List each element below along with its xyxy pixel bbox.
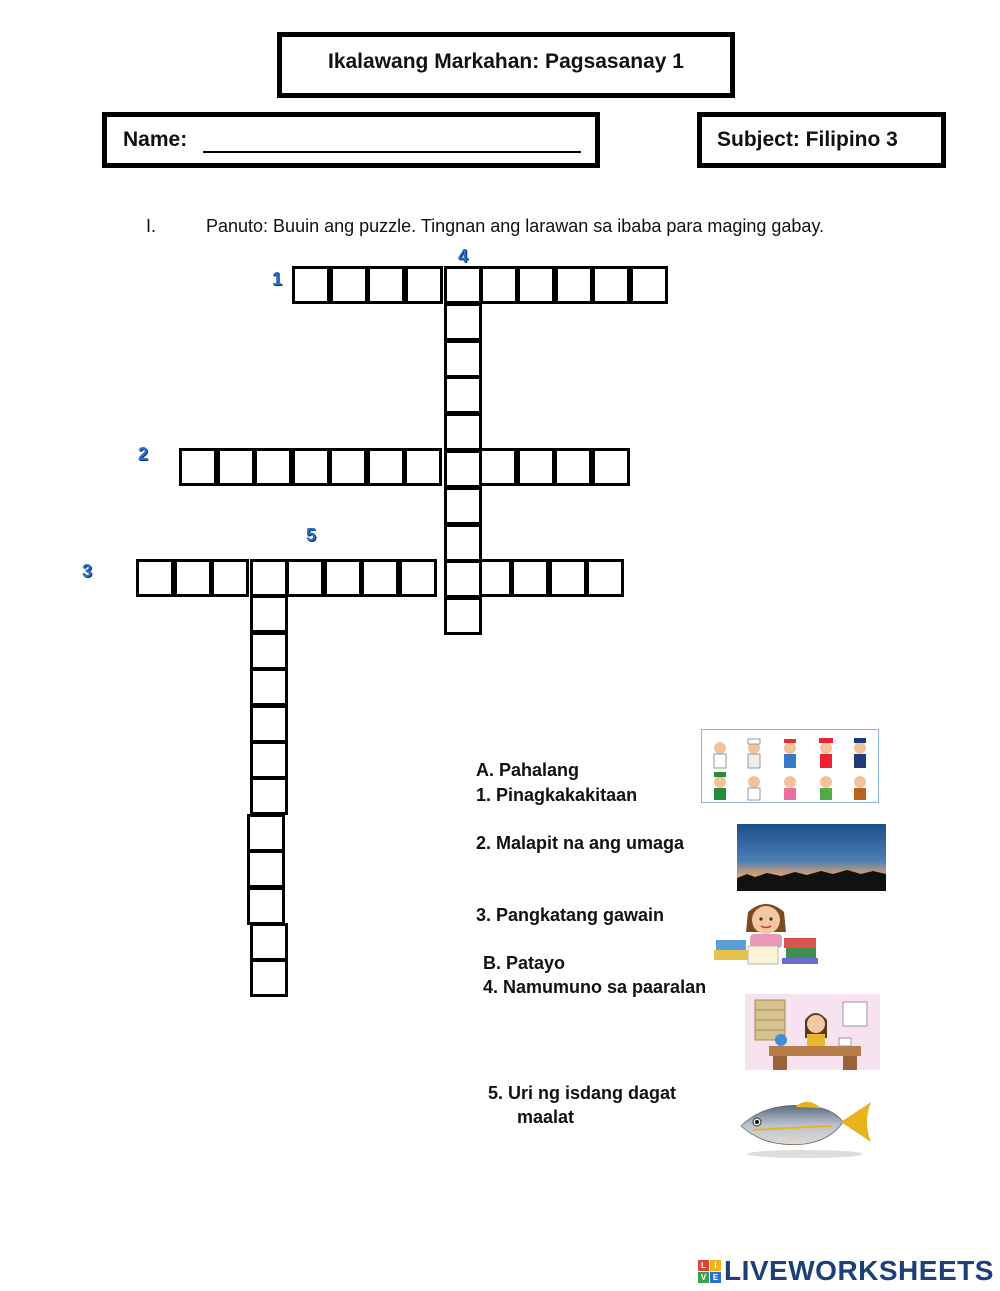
crossword-cell-4-1[interactable] bbox=[444, 266, 482, 304]
subject-label: Subject: Filipino 3 bbox=[717, 128, 898, 151]
crossword-cell-4-5[interactable] bbox=[444, 413, 482, 451]
page-title: Ikalawang Markahan: Pagsasanay 1 bbox=[327, 50, 684, 73]
crossword-cell-3-1[interactable] bbox=[136, 559, 174, 597]
crossword-cell-1-8[interactable] bbox=[555, 266, 593, 304]
crossword-cell-5-8[interactable] bbox=[247, 814, 285, 852]
crossword-cell-4-8[interactable] bbox=[444, 524, 482, 562]
crossword-cell-3-3[interactable] bbox=[211, 559, 249, 597]
crossword-cell-3-5[interactable] bbox=[286, 559, 324, 597]
crossword-cell-2-9[interactable] bbox=[479, 448, 517, 486]
crossword-cell-3-12[interactable] bbox=[549, 559, 587, 597]
crossword-cell-4-10[interactable] bbox=[444, 597, 482, 635]
crossword-cell-2-4[interactable] bbox=[292, 448, 330, 486]
name-label: Name: bbox=[123, 128, 188, 151]
crossword-cell-3-2[interactable] bbox=[174, 559, 212, 597]
crossword-cell-5-12[interactable] bbox=[250, 959, 288, 997]
clue-number-4: 4 bbox=[458, 246, 469, 266]
crossword-cell-5-9[interactable] bbox=[247, 850, 285, 888]
crossword-cell-2-7[interactable] bbox=[404, 448, 442, 486]
crossword-cell-4-7[interactable] bbox=[444, 487, 482, 525]
crossword-cell-4-3[interactable] bbox=[444, 340, 482, 378]
across-heading: A. Pahalang bbox=[476, 760, 580, 780]
clue-number-3: 3 bbox=[82, 561, 93, 581]
crossword-cell-4-9[interactable] bbox=[444, 560, 482, 598]
name-box bbox=[102, 112, 600, 168]
crossword-cell-1-4[interactable] bbox=[405, 266, 443, 304]
crossword-cell-5-7[interactable] bbox=[250, 777, 288, 815]
crossword-cell-5-11[interactable] bbox=[250, 923, 288, 961]
clue-5: 5. Uri ng isdang dagat bbox=[488, 1083, 677, 1103]
crossword-cell-2-3[interactable] bbox=[254, 448, 292, 486]
crossword-cell-5-10[interactable] bbox=[247, 887, 285, 925]
crossword-cell-4-4[interactable] bbox=[444, 376, 482, 414]
crossword-cell-2-11[interactable] bbox=[554, 448, 592, 486]
logo-text: LIVEWORKSHEETS bbox=[724, 1255, 994, 1286]
instruction-number: I. bbox=[146, 216, 157, 236]
crossword-cell-3-13[interactable] bbox=[586, 559, 624, 597]
crossword-cell-5-3[interactable] bbox=[250, 632, 288, 670]
crossword-cell-5-1[interactable] bbox=[250, 559, 288, 597]
down-heading: B. Patayo bbox=[483, 953, 566, 973]
title-box bbox=[277, 32, 735, 98]
crossword-cell-1-7[interactable] bbox=[517, 266, 555, 304]
crossword-cell-5-4[interactable] bbox=[250, 668, 288, 706]
clue-4: 4. Namumuno sa paaralan bbox=[483, 977, 707, 997]
crossword-cell-1-1[interactable] bbox=[292, 266, 330, 304]
crossword-cell-1-10[interactable] bbox=[630, 266, 668, 304]
logo-mark-icon: L I V E bbox=[698, 1260, 721, 1283]
crossword-cell-1-6[interactable] bbox=[480, 266, 518, 304]
crossword-cell-5-6[interactable] bbox=[250, 741, 288, 779]
crossword-cell-2-6[interactable] bbox=[367, 448, 405, 486]
name-line[interactable] bbox=[203, 151, 581, 153]
crossword-cell-3-11[interactable] bbox=[511, 559, 549, 597]
crossword-cell-5-2[interactable] bbox=[250, 595, 288, 633]
instruction-text: Panuto: Buuin ang puzzle. Tingnan ang larawan sa ibaba para maging gabay. bbox=[206, 216, 825, 236]
fish-icon bbox=[735, 1090, 875, 1160]
crossword-cell-4-6[interactable] bbox=[444, 450, 482, 488]
crossword-cell-1-9[interactable] bbox=[592, 266, 630, 304]
crossword-cell-1-3[interactable] bbox=[367, 266, 405, 304]
crossword-cell-3-8[interactable] bbox=[399, 559, 437, 597]
clue-1: 1. Pinagkakakitaan bbox=[476, 785, 638, 805]
crossword-cell-2-5[interactable] bbox=[329, 448, 367, 486]
clue-number-5: 5 bbox=[306, 525, 317, 545]
student-group-icon bbox=[712, 898, 820, 968]
clue-5-continued: maalat bbox=[517, 1107, 575, 1127]
liveworksheets-logo bbox=[698, 1255, 994, 1287]
crossword-cell-3-6[interactable] bbox=[324, 559, 362, 597]
dawn-sky-icon bbox=[737, 824, 886, 891]
crossword-cell-2-12[interactable] bbox=[592, 448, 630, 486]
workers-icon bbox=[701, 729, 879, 803]
crossword-cell-2-10[interactable] bbox=[517, 448, 555, 486]
clue-3: 3. Pangkatang gawain bbox=[476, 905, 665, 925]
crossword-cell-3-7[interactable] bbox=[361, 559, 399, 597]
crossword-cell-2-1[interactable] bbox=[179, 448, 217, 486]
clue-number-2: 2 bbox=[138, 444, 149, 464]
crossword-cell-1-2[interactable] bbox=[330, 266, 368, 304]
principal-office-icon bbox=[745, 994, 880, 1070]
crossword-cell-4-2[interactable] bbox=[444, 303, 482, 341]
clue-2: 2. Malapit na ang umaga bbox=[476, 833, 685, 853]
clue-number-1: 1 bbox=[272, 269, 283, 289]
crossword-cell-2-2[interactable] bbox=[217, 448, 255, 486]
crossword-cell-5-5[interactable] bbox=[250, 705, 288, 743]
subject-box bbox=[697, 112, 946, 168]
